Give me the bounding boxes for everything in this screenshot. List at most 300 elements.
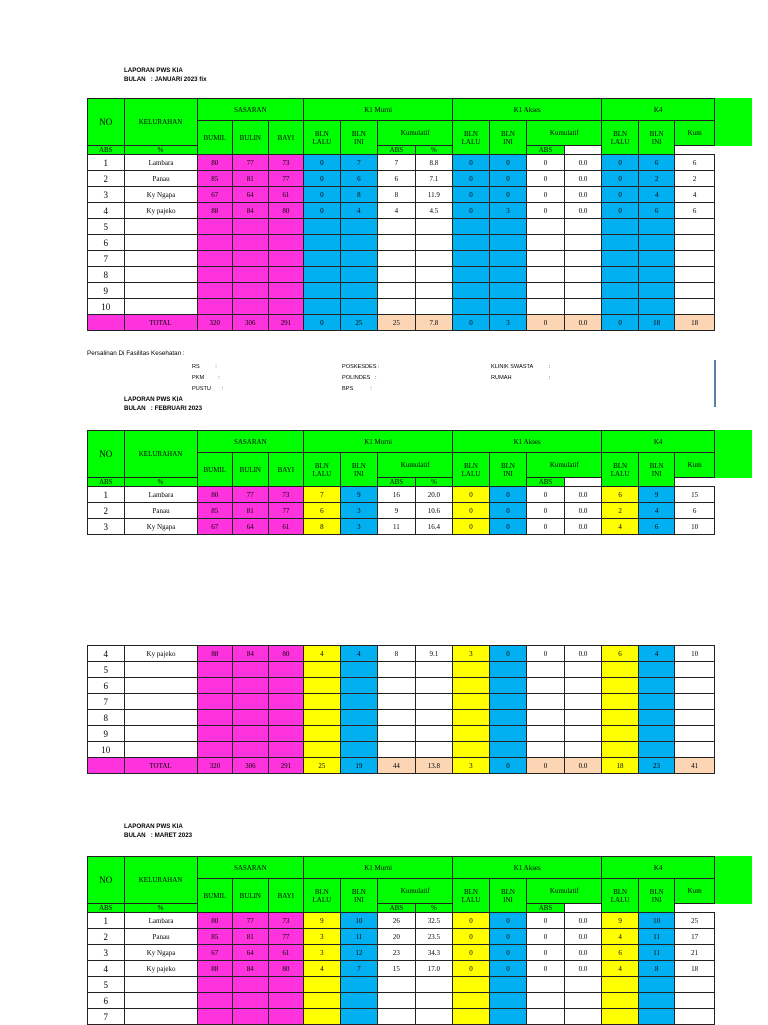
- cell-bulin: [233, 993, 269, 1009]
- cell-k4-abs: [675, 299, 715, 315]
- total-k4-abs: 18: [675, 315, 715, 331]
- cell-k4-abs: [675, 742, 715, 758]
- header-bayi: BAYI: [268, 879, 304, 913]
- cell-k4-abs: [675, 726, 715, 742]
- total-k1-murni-bln-lalu: 25: [304, 758, 341, 774]
- cell-k1-murni-abs: [378, 662, 416, 678]
- cell-k4-bln-lalu: [602, 283, 639, 299]
- total-k4-bln-lalu: 18: [602, 758, 639, 774]
- header-bulin: BULIN: [233, 879, 269, 913]
- cell-k1-murni-pct: 17.0: [415, 961, 453, 977]
- header-no: NO: [88, 431, 125, 478]
- table-row: [88, 945, 715, 961]
- header-bln-lalu-line1: BLN: [463, 461, 478, 470]
- cell-k1-akses-bln-lalu: 0: [453, 171, 490, 187]
- cell-k1-akses-abs: 0: [527, 945, 565, 961]
- cell-k1-akses-abs: 0: [527, 961, 565, 977]
- header-kumulatif: Kumulatif: [527, 453, 602, 478]
- cell-k1-akses-abs: 0: [527, 503, 565, 519]
- cell-bulin: [233, 299, 269, 315]
- cell-bayi: 61: [268, 187, 304, 203]
- cell-k1-akses-abs: [527, 283, 565, 299]
- header-bln-lalu-line1: BLN: [314, 461, 329, 470]
- cell-k1-akses-pct: [564, 299, 602, 315]
- cell-k1-murni-abs: [378, 219, 416, 235]
- cell-k1-murni-bln-lalu: 7: [304, 487, 341, 503]
- row-kelurahan: [124, 742, 197, 758]
- cell-k4-bln-lalu: [602, 299, 639, 315]
- header-bln-ini-line2: INI: [503, 469, 513, 478]
- cell-k1-akses-bln-lalu: [453, 299, 490, 315]
- cell-bulin: [233, 251, 269, 267]
- header-abs: ABS: [527, 146, 565, 155]
- cell-k1-murni-bln-lalu: [304, 1009, 341, 1025]
- cell-k1-akses-abs: [527, 251, 565, 267]
- fasilitas-poskesdes: POSKESDES :: [342, 364, 380, 370]
- cell-k1-akses-abs: 0: [527, 203, 565, 219]
- cell-k4-bln-ini: [638, 1009, 675, 1025]
- cell-k1-akses-bln-lalu: 0: [453, 961, 490, 977]
- cell-k1-murni-pct: [415, 219, 453, 235]
- total-bayi: 291: [268, 315, 304, 331]
- table-row: [88, 155, 715, 171]
- header-sasaran: SASARAN: [197, 857, 304, 879]
- cell-bayi: [268, 235, 304, 251]
- cell-k1-murni-pct: 34.3: [415, 945, 453, 961]
- cell-k1-murni-pct: [415, 1009, 453, 1025]
- cell-bulin: 77: [233, 913, 269, 929]
- header-bln-lalu-line1: BLN: [613, 129, 628, 138]
- cell-k1-akses-abs: [527, 694, 565, 710]
- cell-k4-abs: 10: [675, 646, 715, 662]
- cell-k1-akses-abs: [527, 662, 565, 678]
- header-bumil: BUMIL: [197, 879, 233, 913]
- cell-k1-akses-bln-ini: [489, 235, 527, 251]
- cell-k1-akses-abs: [527, 235, 565, 251]
- cell-k1-akses-bln-lalu: 0: [453, 155, 490, 171]
- header-bln-ini-line1: BLN: [351, 887, 366, 896]
- cell-k1-akses-abs: [527, 977, 565, 993]
- cell-bumil: 80: [197, 487, 233, 503]
- table-row: [88, 187, 715, 203]
- table-row: [88, 694, 715, 710]
- cell-k1-murni-pct: 4.5: [415, 203, 453, 219]
- cell-bumil: 85: [197, 171, 233, 187]
- report-month: BULAN : JANUARI 2023 fix: [124, 76, 207, 83]
- header-bln-lalu-line1: BLN: [314, 129, 329, 138]
- header-bln-ini: [340, 879, 378, 913]
- total-label: TOTAL: [124, 758, 197, 774]
- cell-bulin: 64: [233, 187, 269, 203]
- cell-k1-akses-bln-ini: [489, 299, 527, 315]
- cell-k1-akses-pct: 0.0: [564, 171, 602, 187]
- cell-k1-akses-abs: 0: [527, 646, 565, 662]
- cell-bumil: 88: [197, 961, 233, 977]
- cell-bumil: [197, 726, 233, 742]
- fasilitas-rumah: RUMAH :: [491, 375, 551, 381]
- cell-k4-abs: 25: [675, 913, 715, 929]
- cell-k1-akses-pct: [564, 662, 602, 678]
- cell-k1-murni-pct: [415, 267, 453, 283]
- total-k4-bln-ini: 18: [638, 315, 675, 331]
- table-row: [88, 929, 715, 945]
- header-bln-ini-line1: BLN: [351, 461, 366, 470]
- cell-k1-murni-abs: 6: [378, 171, 416, 187]
- header-bln-ini-line1: BLN: [500, 887, 515, 896]
- row-kelurahan: [124, 219, 197, 235]
- cell-k1-murni-abs: [378, 726, 416, 742]
- header-bln-lalu: [453, 121, 490, 155]
- row-kelurahan: [124, 235, 197, 251]
- total-k1-akses-abs: 0: [527, 315, 565, 331]
- cell-k1-murni-abs: [378, 267, 416, 283]
- cell-k1-akses-abs: [527, 678, 565, 694]
- header-abs: ABS: [88, 146, 125, 155]
- table-row: [88, 251, 715, 267]
- total-k1-murni-pct: 7.8: [415, 315, 453, 331]
- cell-k1-akses-abs: 0: [527, 519, 565, 535]
- row-kelurahan: Ky Ngapa: [124, 187, 197, 203]
- cell-bumil: 67: [197, 187, 233, 203]
- cell-k1-akses-pct: 0.0: [564, 203, 602, 219]
- row-no: 7: [88, 694, 125, 710]
- cell-k1-akses-pct: 0.0: [564, 945, 602, 961]
- cell-k1-murni-bln-ini: [340, 251, 378, 267]
- cell-k1-murni-bln-lalu: 9: [304, 913, 341, 929]
- cell-k1-akses-pct: [564, 267, 602, 283]
- cell-k1-akses-pct: 0.0: [564, 519, 602, 535]
- total-k1-akses-pct: 0.0: [564, 315, 602, 331]
- cell-k1-murni-bln-ini: 6: [340, 171, 378, 187]
- cell-k1-murni-abs: 20: [378, 929, 416, 945]
- cell-k4-bln-ini: 4: [638, 646, 675, 662]
- header-abs: ABS: [88, 904, 125, 913]
- cell-bumil: [197, 694, 233, 710]
- cell-k4-bln-ini: [638, 283, 675, 299]
- cell-k1-murni-bln-ini: 8: [340, 187, 378, 203]
- row-kelurahan: [124, 662, 197, 678]
- cell-k4-bln-ini: [638, 742, 675, 758]
- cell-k1-akses-bln-lalu: [453, 977, 490, 993]
- cell-bayi: [268, 251, 304, 267]
- header-bln-lalu-line1: BLN: [463, 887, 478, 896]
- cell-k1-akses-bln-ini: [489, 977, 527, 993]
- cell-k4-abs: 2: [675, 171, 715, 187]
- cell-k1-akses-bln-ini: 0: [489, 487, 527, 503]
- cell-k1-akses-bln-ini: 0: [489, 503, 527, 519]
- cell-bulin: [233, 219, 269, 235]
- header-k4-kumulatif: Kum: [675, 879, 715, 904]
- row-kelurahan: [124, 251, 197, 267]
- header-bln-lalu: [304, 121, 341, 155]
- cell-k4-bln-lalu: 4: [602, 961, 639, 977]
- row-no: 8: [88, 267, 125, 283]
- cell-k1-akses-bln-ini: 0: [489, 646, 527, 662]
- cell-k4-bln-lalu: 2: [602, 503, 639, 519]
- cell-k1-murni-abs: 11: [378, 519, 416, 535]
- total-k1-akses-bln-lalu: 0: [453, 315, 490, 331]
- cell-k1-murni-abs: [378, 710, 416, 726]
- cell-k1-akses-bln-ini: [489, 267, 527, 283]
- cell-k1-akses-bln-lalu: 0: [453, 929, 490, 945]
- header-abs: ABS: [378, 146, 416, 155]
- total-bumil: 320: [197, 758, 233, 774]
- cell-bumil: [197, 977, 233, 993]
- cell-bulin: [233, 977, 269, 993]
- cell-k1-murni-bln-ini: [340, 235, 378, 251]
- fasilitas-polindes: POLINDES :: [342, 375, 377, 381]
- cell-k1-murni-bln-lalu: [304, 267, 341, 283]
- cell-k1-murni-abs: 26: [378, 913, 416, 929]
- cell-k4-abs: [675, 662, 715, 678]
- report-header-februari: [124, 395, 202, 413]
- table-row: [88, 646, 715, 662]
- cell-k4-bln-ini: 8: [638, 961, 675, 977]
- cell-bulin: [233, 726, 269, 742]
- cell-k1-akses-abs: 0: [527, 171, 565, 187]
- cell-k1-akses-bln-ini: [489, 726, 527, 742]
- cell-k1-akses-abs: [527, 993, 565, 1009]
- cell-k1-akses-abs: [527, 267, 565, 283]
- row-kelurahan: [124, 678, 197, 694]
- header-bln-ini-line1: BLN: [649, 461, 664, 470]
- cell-k1-murni-pct: 23.5: [415, 929, 453, 945]
- header-pct: %: [415, 904, 453, 913]
- cell-bulin: [233, 678, 269, 694]
- report-title: LAPORAN PWS KIA: [124, 396, 183, 403]
- header-sasaran: SASARAN: [197, 431, 304, 453]
- total-label: TOTAL: [124, 315, 197, 331]
- cell-k1-murni-bln-lalu: [304, 219, 341, 235]
- cell-k4-bln-lalu: 4: [602, 929, 639, 945]
- cell-k4-bln-lalu: 6: [602, 487, 639, 503]
- cell-k1-akses-bln-ini: 0: [489, 913, 527, 929]
- cell-bayi: [268, 694, 304, 710]
- header-kelurahan: KELURAHAN: [124, 431, 197, 478]
- cell-k4-abs: 21: [675, 945, 715, 961]
- cell-k4-abs: [675, 993, 715, 1009]
- cell-k1-akses-bln-lalu: [453, 1009, 490, 1025]
- header-bln-ini-line1: BLN: [351, 129, 366, 138]
- cell-k1-murni-bln-lalu: 8: [304, 519, 341, 535]
- cell-bulin: [233, 267, 269, 283]
- cell-k1-murni-bln-lalu: [304, 662, 341, 678]
- cell-k1-akses-bln-lalu: [453, 710, 490, 726]
- cell-bumil: 80: [197, 913, 233, 929]
- table-row: [88, 171, 715, 187]
- cell-k1-murni-abs: 16: [378, 487, 416, 503]
- cell-k1-murni-bln-lalu: [304, 694, 341, 710]
- report-header-januari: [124, 66, 207, 84]
- cell-k1-murni-bln-ini: 3: [340, 519, 378, 535]
- cell-k4-bln-ini: 6: [638, 519, 675, 535]
- cell-k4-bln-lalu: 0: [602, 171, 639, 187]
- header-bln-lalu: [453, 879, 490, 913]
- fasilitas-rs: RS :: [192, 364, 217, 370]
- table-row: [88, 519, 715, 535]
- cell-bulin: [233, 710, 269, 726]
- header-k4: K4: [602, 431, 715, 453]
- cell-k1-akses-bln-lalu: [453, 993, 490, 1009]
- cell-k1-murni-bln-lalu: [304, 283, 341, 299]
- cell-k4-bln-lalu: [602, 977, 639, 993]
- persalinan-heading: Persalinan Di Fasilitas Kesehatan :: [87, 350, 185, 357]
- cell-bulin: 84: [233, 203, 269, 219]
- cell-k4-bln-lalu: [602, 710, 639, 726]
- cell-bumil: 67: [197, 945, 233, 961]
- cell-bumil: [197, 251, 233, 267]
- cell-k1-akses-bln-lalu: 3: [453, 646, 490, 662]
- cell-k1-murni-pct: 16.4: [415, 519, 453, 535]
- cell-k4-bln-lalu: 9: [602, 913, 639, 929]
- row-no: 1: [88, 155, 125, 171]
- cell-bayi: 77: [268, 503, 304, 519]
- header-bln-lalu-line2: LALU: [461, 137, 481, 146]
- cell-k1-murni-bln-lalu: 4: [304, 961, 341, 977]
- cell-k1-akses-pct: 0.0: [564, 155, 602, 171]
- row-no: 4: [88, 646, 125, 662]
- header-bln-lalu-line1: BLN: [463, 129, 478, 138]
- row-no: 9: [88, 283, 125, 299]
- header-k1-akses: K1 Akses: [453, 431, 602, 453]
- cell-k1-murni-bln-ini: 4: [340, 646, 378, 662]
- cell-k1-murni-pct: [415, 694, 453, 710]
- cell-k1-murni-bln-ini: [340, 977, 378, 993]
- cell-k1-murni-bln-ini: 9: [340, 487, 378, 503]
- cell-k4-bln-ini: 4: [638, 187, 675, 203]
- header-bln-ini: [638, 879, 675, 913]
- cell-k1-akses-bln-ini: [489, 678, 527, 694]
- cell-k1-akses-bln-lalu: 0: [453, 519, 490, 535]
- cell-k4-abs: [675, 251, 715, 267]
- cell-k1-akses-bln-lalu: [453, 251, 490, 267]
- cell-k1-akses-pct: 0.0: [564, 646, 602, 662]
- header-bln-ini-line1: BLN: [649, 129, 664, 138]
- cell-k4-bln-lalu: [602, 662, 639, 678]
- fasilitas-col-3: [491, 362, 550, 384]
- cell-k1-murni-abs: [378, 977, 416, 993]
- total-no: [88, 315, 125, 331]
- cell-k4-bln-lalu: 0: [602, 155, 639, 171]
- cell-k1-akses-bln-ini: [489, 742, 527, 758]
- cell-k1-akses-bln-ini: [489, 283, 527, 299]
- row-kelurahan: Ky pajeko: [124, 961, 197, 977]
- cell-k4-abs: [675, 977, 715, 993]
- cell-bumil: 85: [197, 503, 233, 519]
- header-pct: %: [124, 478, 197, 487]
- fasilitas-pustu: PUSTU :: [192, 386, 224, 392]
- cell-k1-akses-pct: [564, 219, 602, 235]
- header-bln-ini-line1: BLN: [649, 887, 664, 896]
- cell-k1-akses-bln-ini: [489, 662, 527, 678]
- cell-k4-bln-ini: [638, 219, 675, 235]
- cell-bayi: 80: [268, 203, 304, 219]
- cell-k1-murni-bln-ini: 11: [340, 929, 378, 945]
- cell-k1-akses-pct: 0.0: [564, 961, 602, 977]
- cell-k1-akses-bln-ini: [489, 1009, 527, 1025]
- header-pct: %: [124, 904, 197, 913]
- total-k4-bln-lalu: 0: [602, 315, 639, 331]
- cell-bayi: [268, 710, 304, 726]
- cell-k1-akses-bln-lalu: 0: [453, 503, 490, 519]
- k4-header-overflow: [715, 430, 752, 478]
- header-bln-ini-line2: INI: [354, 469, 364, 478]
- row-kelurahan: [124, 267, 197, 283]
- cell-k1-murni-bln-lalu: 3: [304, 929, 341, 945]
- cell-k1-murni-bln-ini: [340, 219, 378, 235]
- row-no: 5: [88, 662, 125, 678]
- table-row: [88, 219, 715, 235]
- row-no: 1: [88, 487, 125, 503]
- cell-k4-bln-lalu: [602, 219, 639, 235]
- cell-k4-bln-lalu: [602, 267, 639, 283]
- cell-bayi: [268, 267, 304, 283]
- header-kumulatif: Kumulatif: [378, 879, 453, 904]
- header-pct: %: [124, 146, 197, 155]
- row-no: 8: [88, 710, 125, 726]
- row-kelurahan: [124, 1009, 197, 1025]
- cell-bumil: 88: [197, 646, 233, 662]
- cell-k1-murni-pct: [415, 710, 453, 726]
- total-k1-murni-bln-ini: 19: [340, 758, 378, 774]
- cell-k1-murni-bln-ini: [340, 662, 378, 678]
- cell-k1-akses-bln-lalu: [453, 694, 490, 710]
- cell-bayi: [268, 742, 304, 758]
- cell-k1-akses-pct: [564, 235, 602, 251]
- cell-k1-akses-pct: [564, 742, 602, 758]
- row-no: 2: [88, 503, 125, 519]
- pws-table-februari-cont: [87, 645, 715, 774]
- cell-k4-bln-ini: [638, 267, 675, 283]
- header-k4: K4: [602, 99, 715, 121]
- table-row: [88, 235, 715, 251]
- row-kelurahan: [124, 710, 197, 726]
- cell-k1-murni-abs: 7: [378, 155, 416, 171]
- cell-bumil: 88: [197, 203, 233, 219]
- table-row: [88, 993, 715, 1009]
- cell-k1-akses-bln-ini: [489, 219, 527, 235]
- header-kumulatif: Kumulatif: [527, 121, 602, 146]
- cell-k1-murni-bln-ini: [340, 710, 378, 726]
- table-row: [88, 977, 715, 993]
- report-header-maret: [124, 822, 192, 840]
- cell-k1-murni-abs: [378, 299, 416, 315]
- fasilitas-pkm: PKM :: [192, 375, 220, 381]
- cell-k1-murni-pct: [415, 678, 453, 694]
- cell-k4-abs: [675, 235, 715, 251]
- header-bln-ini: [489, 453, 527, 487]
- row-no: 3: [88, 187, 125, 203]
- cell-k4-abs: 10: [675, 519, 715, 535]
- cell-k4-abs: [675, 710, 715, 726]
- cell-k1-murni-pct: 11.9: [415, 187, 453, 203]
- row-no: 7: [88, 1009, 125, 1025]
- fasilitas-bps: BPS :: [342, 386, 372, 392]
- cell-bumil: [197, 219, 233, 235]
- row-no: 5: [88, 219, 125, 235]
- cell-bayi: 80: [268, 961, 304, 977]
- cell-k1-murni-bln-ini: [340, 299, 378, 315]
- cell-bulin: 64: [233, 519, 269, 535]
- header-bln-ini-line2: INI: [503, 895, 513, 904]
- cell-k4-abs: 18: [675, 961, 715, 977]
- pws-table-maret: [87, 856, 715, 1025]
- cell-k1-akses-pct: 0.0: [564, 929, 602, 945]
- header-bln-ini-line2: INI: [651, 895, 662, 904]
- cell-k4-bln-lalu: 6: [602, 646, 639, 662]
- cell-k4-abs: 4: [675, 187, 715, 203]
- cell-k1-murni-bln-lalu: [304, 977, 341, 993]
